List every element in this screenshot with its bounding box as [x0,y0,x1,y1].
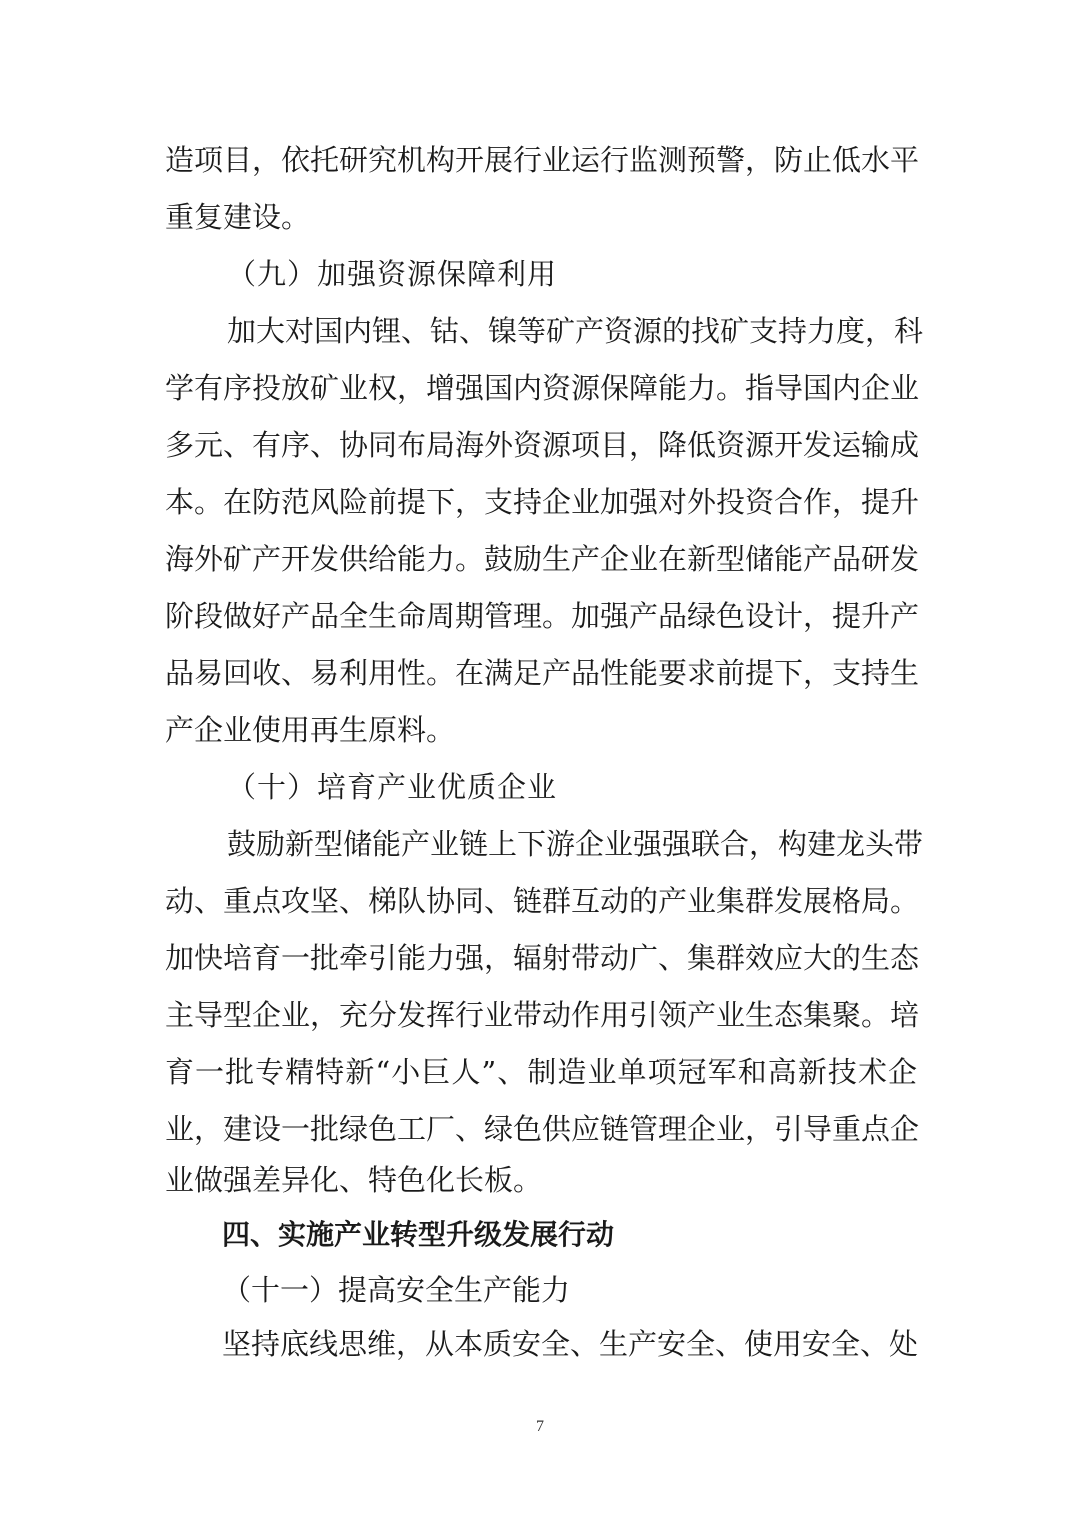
body-text-line: 业，建设一批绿色工厂、绿色供应链管理企业，引导重点企 [165,1112,920,1146]
body-text-line: 多元、有序、协同布局海外资源项目，降低资源开发运输成 [165,428,920,462]
body-text-line: 业做强差异化、特色化长板。 [165,1163,543,1197]
body-text-line: 加大对国内锂、钴、镍等矿产资源的找矿支持力度，科 [227,314,924,348]
body-text-line: 阶段做好产品全生命周期管理。加强产品绿色设计，提升产 [165,599,920,633]
body-text-line: 育一批专精特新“小巨人”、制造业单项冠军和高新技术企 [165,1055,917,1089]
body-text-line: 产企业使用再生原料。 [165,713,456,747]
section-heading-4: 四、实施产业转型升级发展行动 [222,1218,615,1251]
section-subheading-9: （九）加强资源保障利用 [227,257,558,291]
body-text-line: 海外矿产开发供给能力。鼓励生产企业在新型储能产品研发 [165,542,920,576]
section-subheading-10: （十）培育产业优质企业 [227,770,558,804]
body-text-line: 坚持底线思维，从本质安全、生产安全、使用安全、处 [222,1327,919,1361]
body-text-line: 鼓励新型储能产业链上下游企业强强联合，构建龙头带 [227,827,924,861]
page-number: 7 [536,1418,544,1435]
body-text-line: 品易回收、易利用性。在满足产品性能要求前提下，支持生 [165,656,920,690]
body-text-line: 加快培育一批牵引能力强，辐射带动广、集群效应大的生态 [165,941,920,975]
body-text-line: 本。在防范风险前提下，支持企业加强对外投资合作，提升 [165,485,920,519]
body-text-line: 动、重点攻坚、梯队协同、链群互动的产业集群发展格局。 [165,884,920,918]
body-text-line: 主导型企业，充分发挥行业带动作用引领产业生态集聚。培 [165,998,920,1032]
section-subheading-11: （十一）提高安全生产能力 [222,1273,571,1307]
body-text-line: 重复建设。 [165,200,311,234]
body-text-line: 造项目，依托研究机构开展行业运行监测预警，防止低水平 [165,143,920,177]
body-text-line: 学有序投放矿业权，增强国内资源保障能力。指导国内企业 [165,371,920,405]
